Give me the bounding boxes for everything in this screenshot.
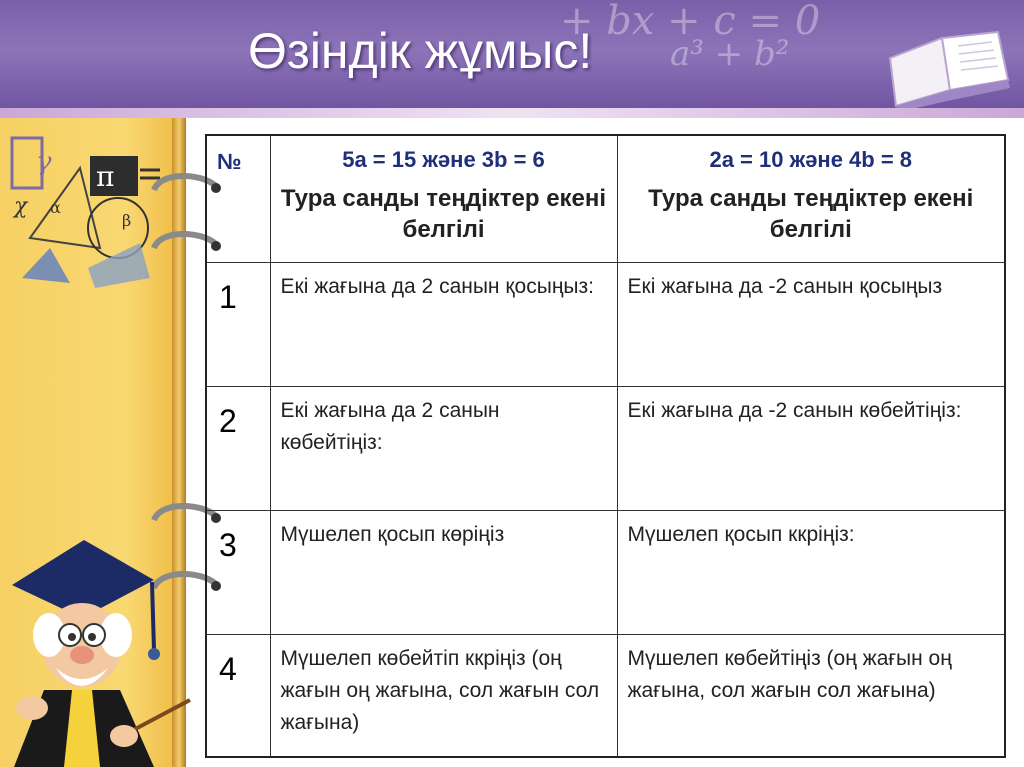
row-task-right: Екі жағына да -2 санын көбейтіңіз: (617, 386, 1005, 510)
table-row (206, 386, 1005, 510)
row-number: 3 (206, 510, 270, 634)
row-number: 1 (206, 262, 270, 386)
svg-text:γ: γ (36, 147, 52, 177)
professor-cartoon-icon (4, 540, 194, 767)
svg-text:π: π (96, 160, 115, 193)
column-header-2 (617, 135, 1005, 262)
table-row (206, 262, 1005, 386)
formula-line-1: + bx + c = 0 (560, 0, 821, 44)
column-subtitle: Тура санды теңдіктер екені белгілі (648, 185, 974, 243)
formula-line-2: a³ + b² (670, 34, 790, 74)
task-table (205, 134, 1006, 758)
column-subtitle: Тура санды теңдіктер екені белгілі (280, 185, 607, 243)
row-number: 4 (206, 634, 270, 757)
row-task-left: Екі жағына да 2 санын көбейтіңіз: (270, 386, 617, 510)
column-equation: 5а = 15 және 3b = 6 (342, 147, 545, 172)
column-header-1 (270, 135, 617, 262)
row-task-left: Мүшелеп қосып көріңіз (270, 510, 617, 634)
row-task-left: Мүшелеп көбейтіп ккріңіз (оң жағын оң жағына, сол жағын сол жағына) (270, 634, 617, 757)
page-title: Өзіндік жұмыс! (248, 23, 593, 79)
math-symbols-icon (0, 118, 180, 298)
number-header: № (206, 135, 270, 262)
row-task-right: Екі жағына да -2 санын қосыңыз (617, 262, 1005, 386)
book-icon (880, 18, 1015, 112)
column-equation: 2а = 10 және 4b = 8 (709, 147, 913, 172)
table-row (206, 634, 1005, 757)
row-task-right: Мүшелеп қосып ккріңіз: (617, 510, 1005, 634)
row-number: 2 (206, 386, 270, 510)
svg-text:χ: χ (14, 194, 28, 219)
svg-text:α: α (50, 198, 61, 217)
row-task-left: Екі жағына да 2 санын қосыңыз: (270, 262, 617, 386)
title-banner (0, 0, 1024, 112)
header-stripe (0, 108, 1024, 118)
table-row (206, 510, 1005, 634)
row-task-right: Мүшелеп көбейтіңіз (оң жағын оң жағына, сол жағын сол жағына) (617, 634, 1005, 757)
svg-text:β: β (122, 211, 132, 230)
table-header-row (206, 135, 1005, 262)
